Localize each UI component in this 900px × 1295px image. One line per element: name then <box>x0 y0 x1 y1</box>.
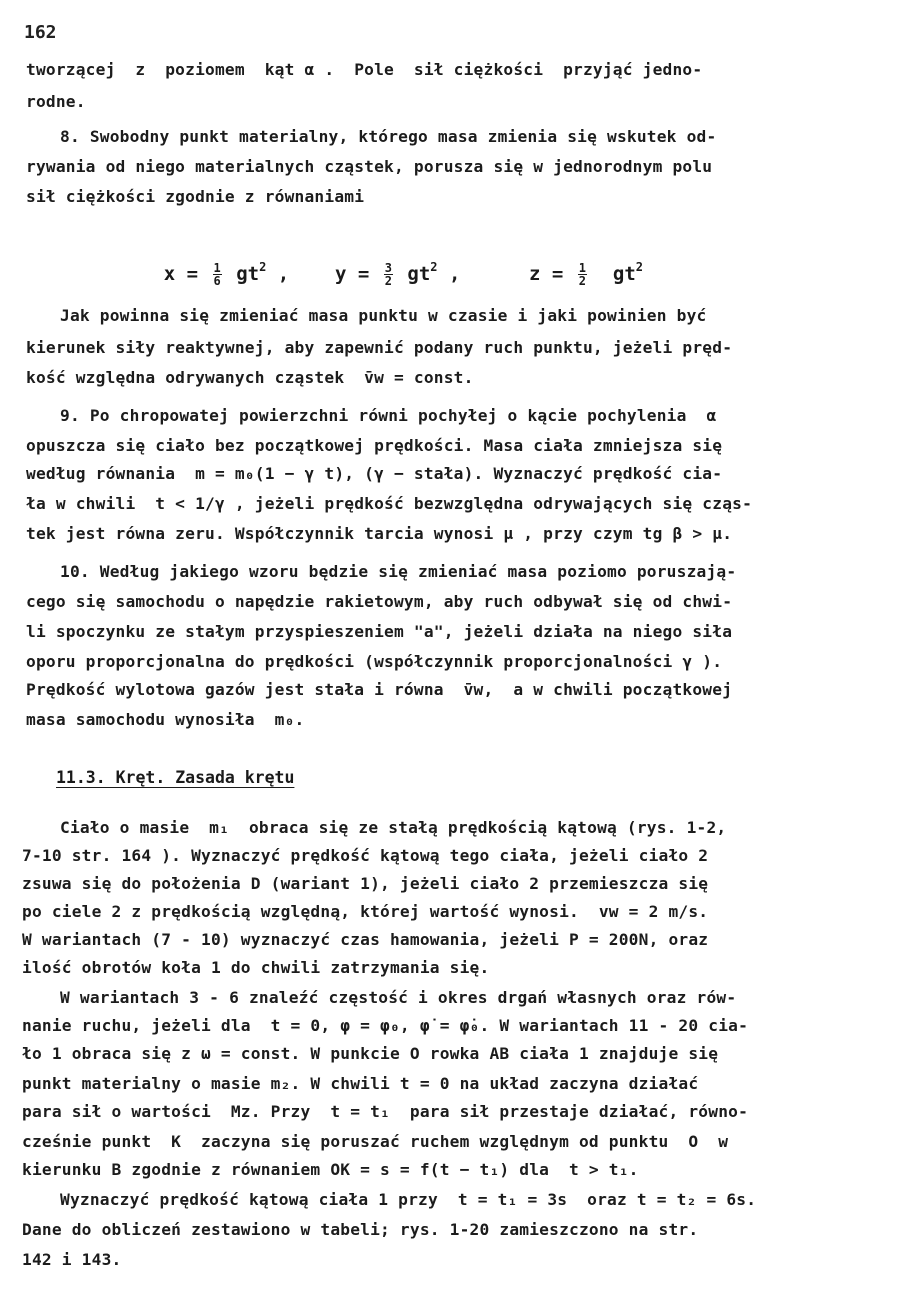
section-line-2: 7-10 str. 164 ). Wyznaczyć prędkość kątową tego ciała, jeżeli ciało 2 <box>22 846 709 865</box>
section-line-12: cześnie punkt K zaczyna się poruszać ruchem względnym od punktu O w <box>22 1132 729 1151</box>
section-line-8: nanie ruchu, jeżeli dla t = 0, φ = φ₀, φ̇ = φ̇₀. W wariantach 11 - 20 cia- <box>22 1016 749 1035</box>
problem8-line-2: rywania od niego materialnych cząstek, porusza się w jednorodnym polu <box>26 157 713 176</box>
section-line-13: kierunku B zgodnie z równaniem OK = s = f(t − t₁) dla t > t₁. <box>22 1160 639 1179</box>
problem8-line-4: Jak powinna się zmieniać masa punktu w czasie i jaki powinien być <box>60 306 707 325</box>
section-line-16: 142 i 143. <box>22 1250 122 1269</box>
problem9-line-2: opuszcza się ciało bez początkowej prędkości. Masa ciała zmniejsza się <box>26 436 723 455</box>
section-line-9: ło 1 obraca się z ω = const. W punkcie O rowka AB ciała 1 znajduje się <box>22 1044 719 1063</box>
section-line-7: W wariantach 3 - 6 znaleźć częstość i okres drgań własnych oraz rów- <box>60 988 737 1007</box>
problem9-line-3: według równania m = m₀(1 − γ t), (γ − stała). Wyznaczyć prędkość cia- <box>26 464 723 483</box>
section-line-5: W wariantach (7 - 10) wyznaczyć czas hamowania, jeżeli P = 200N, oraz <box>22 930 709 949</box>
problem10-line-5: Prędkość wylotowa gazów jest stała i równa v̄w, a w chwili początkowej <box>26 680 733 699</box>
problem8-line-6: kość względna odrywanych cząstek v̄w = const. <box>26 368 474 387</box>
fraction-z: $\frac{1}{2}$ <box>578 261 587 288</box>
fraction-y: $\frac{3}{2}$ <box>384 261 392 288</box>
section-line-1: Ciało o masie m₁ obraca się ze stałą prędkością kątową (rys. 1-2, <box>60 818 727 837</box>
fraction-x: $\frac{1}{6}$ <box>213 261 221 288</box>
intro-line-1: tworzącej z poziomem kąt α . Pole sił ciężkości przyjąć jedno- <box>26 60 703 79</box>
section-line-4: po ciele 2 z prędkością względną, której wartość wynosi. vw = 2 m/s. <box>22 902 709 921</box>
problem9-line-5: tek jest równa zeru. Współczynnik tarcia wynosi μ , przy czym tg β > μ. <box>26 524 733 543</box>
problem10-line-6: masa samochodu wynosiła m₀. <box>26 710 305 729</box>
section-line-10: punkt materialny o masie m₂. W chwili t = 0 na układ zaczyna działać <box>22 1074 699 1093</box>
problem10-line-3: li spoczynku ze stałym przyspieszeniem "a", jeżeli działa na niego siła <box>26 622 733 641</box>
problem9-line-4: ła w chwili t < 1/γ , jeżeli prędkość bezwzględna odrywających się cząs- <box>26 494 753 513</box>
problem10-line-2: cego się samochodu o napędzie rakietowym, aby ruch odbywał się od chwi- <box>26 592 733 611</box>
problem9-line-1: 9. Po chropowatej powierzchni równi pochyłej o kącie pochylenia α <box>60 406 717 425</box>
section-line-6: ilość obrotów koła 1 do chwili zatrzymania się. <box>22 958 490 977</box>
problem10-line-4: oporu proporcjonalna do prędkości (współczynnik proporcjonalności γ ). <box>26 652 723 671</box>
section-heading: 11.3. Kręt. Zasada krętu <box>56 768 295 787</box>
motion-equations: x = $\frac{1}{6}$ $gt^2$ , y = $\frac{3}{2}$ $gt^2$ , z = $\frac{1}{2}$ $gt^2$ <box>163 260 644 288</box>
section-line-14: Wyznaczyć prędkość kątową ciała 1 przy t = t₁ = 3s oraz t = t₂ = 6s. <box>60 1190 757 1209</box>
page-number: 162 <box>24 22 57 43</box>
problem8-line-1: 8. Swobodny punkt materialny, którego masa zmienia się wskutek od- <box>60 127 717 146</box>
problem8-line-3: sił ciężkości zgodnie z równaniami <box>26 187 365 206</box>
intro-line-2: rodne. <box>26 92 86 111</box>
problem8-line-5: kierunek siły reaktywnej, aby zapewnić podany ruch punktu, jeżeli pręd- <box>26 338 733 357</box>
section-line-15: Dane do obliczeń zestawiono w tabeli; rys. 1-20 zamieszczono na str. <box>22 1220 699 1239</box>
section-line-3: zsuwa się do położenia D (wariant 1), jeżeli ciało 2 przemieszcza się <box>22 874 709 893</box>
section-line-11: para sił o wartości Mz. Przy t = t₁ para sił przestaje działać, równo- <box>22 1102 749 1121</box>
problem10-line-1: 10. Według jakiego wzoru będzie się zmieniać masa poziomo poruszają- <box>60 562 737 581</box>
